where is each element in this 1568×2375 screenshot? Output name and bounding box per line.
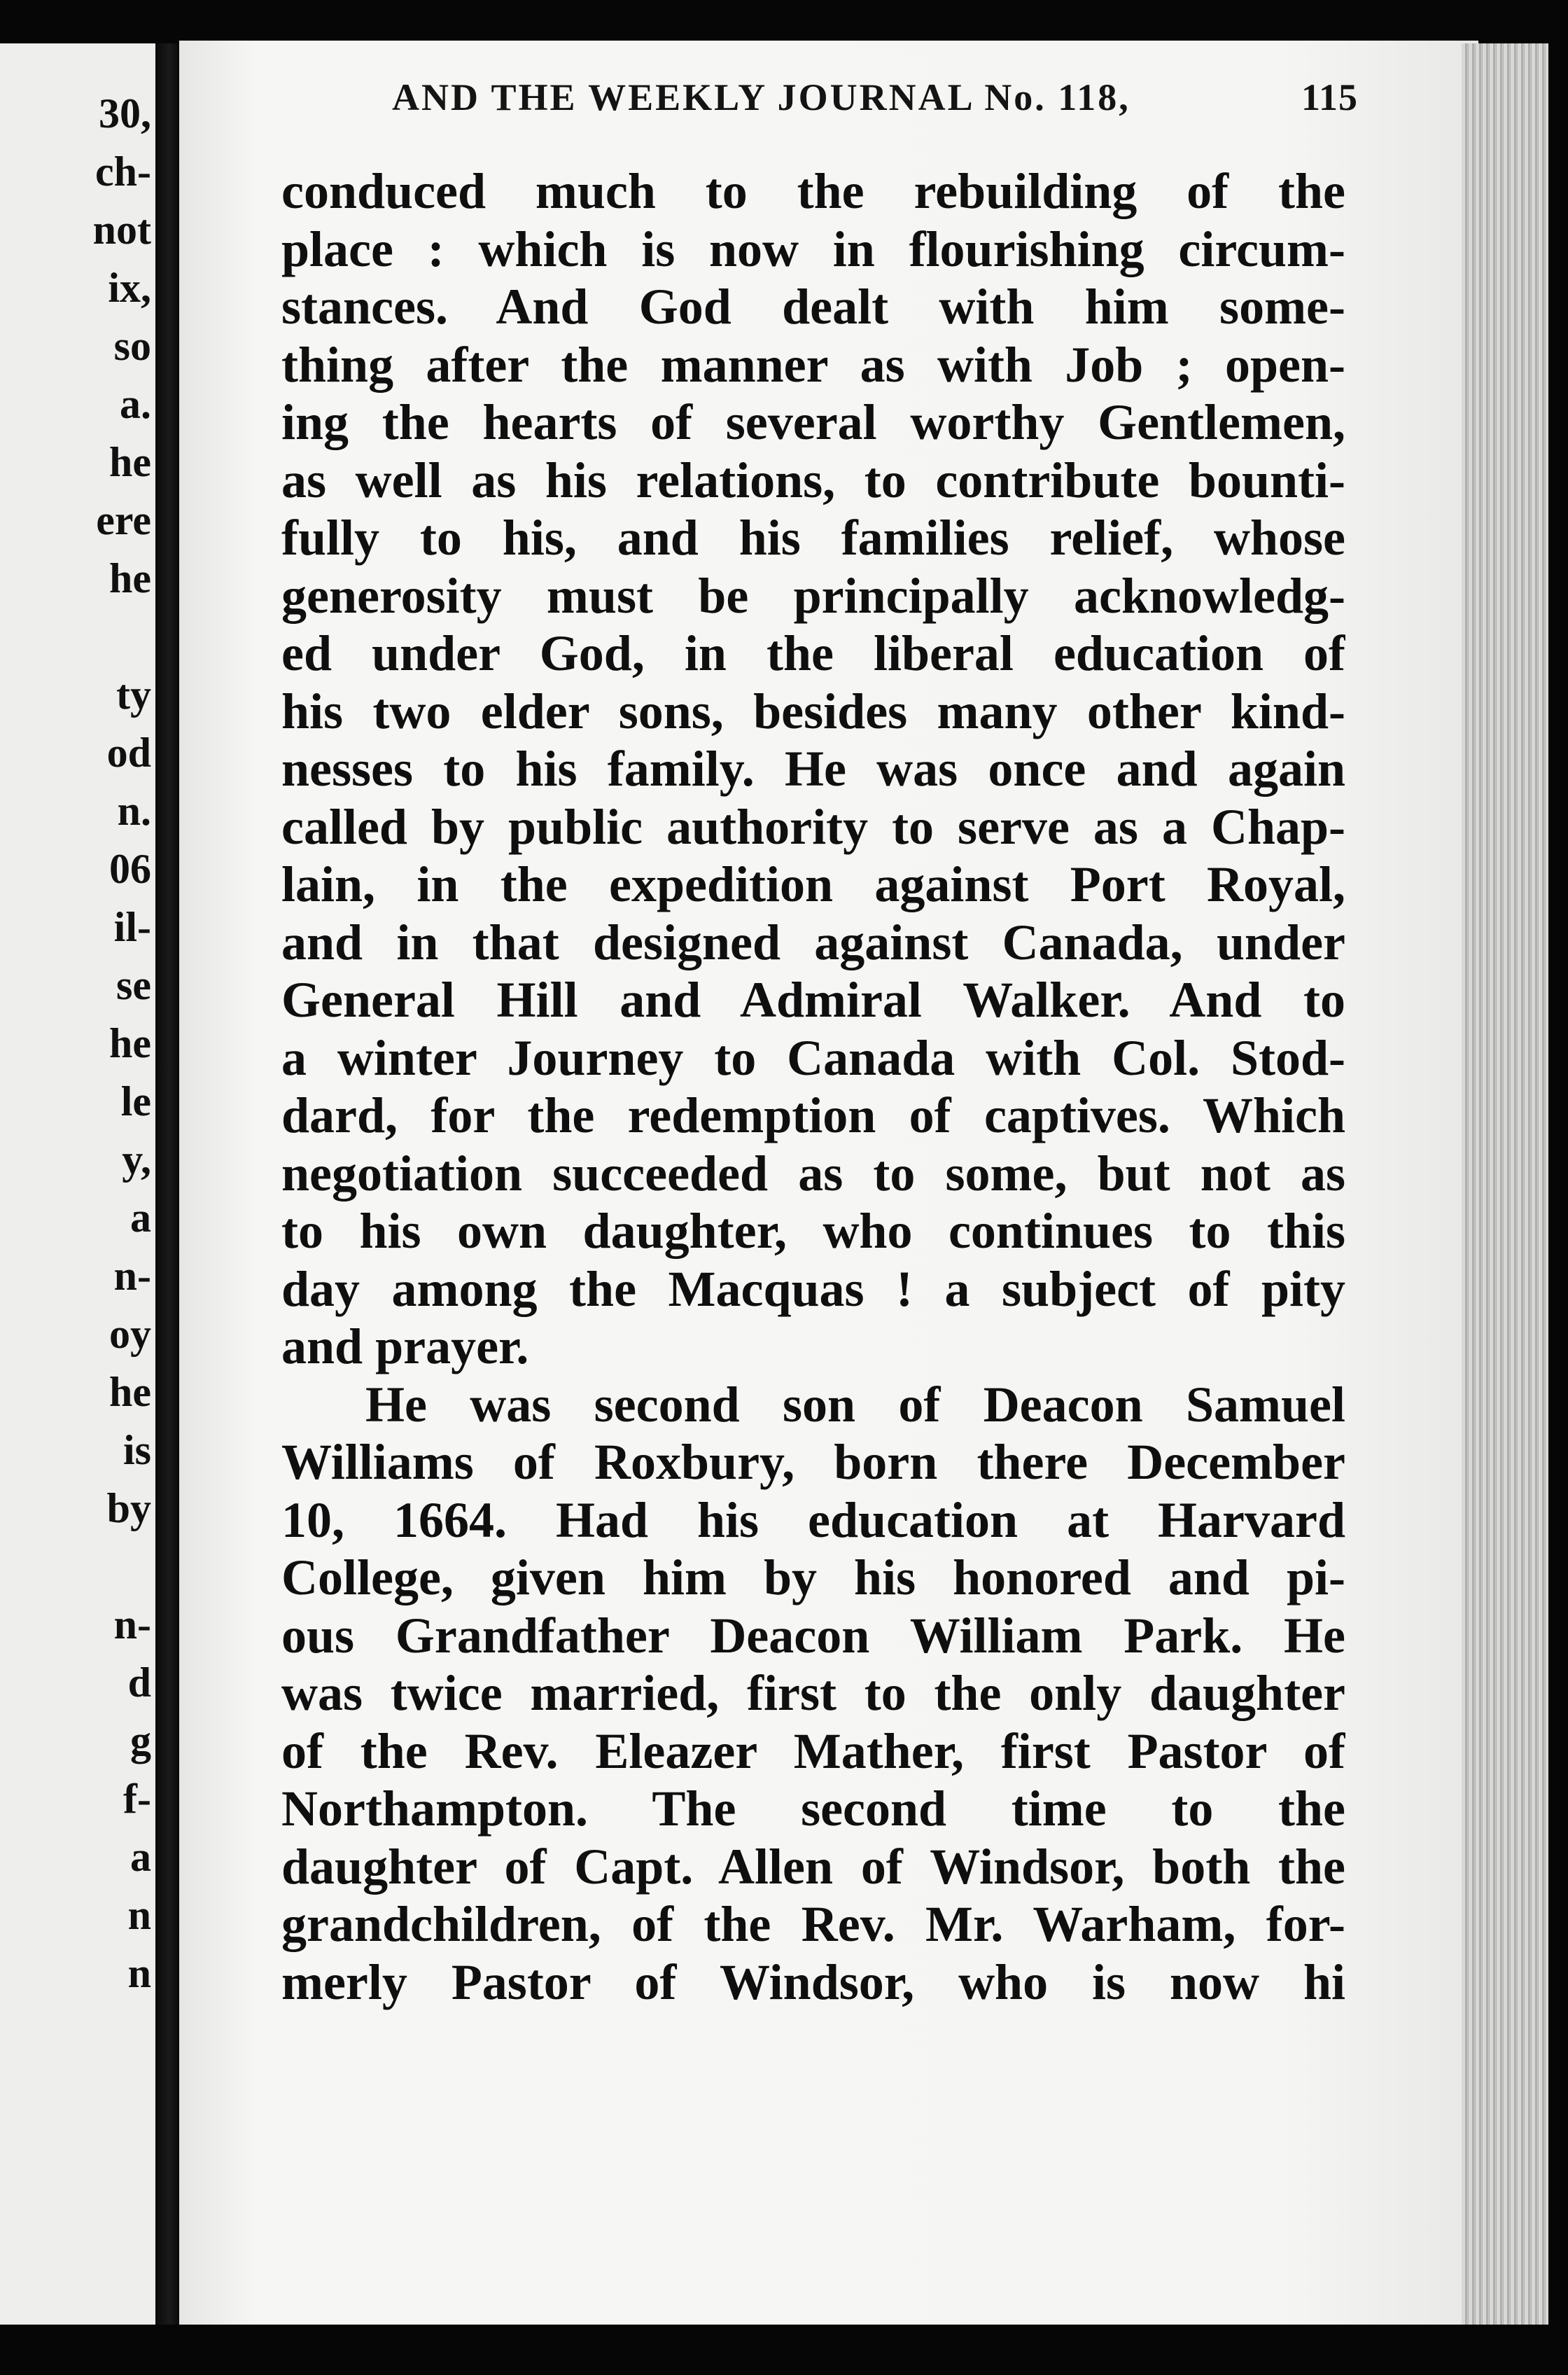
facing-page-fragment: he bbox=[109, 555, 151, 601]
text-line: generosity must be principally acknowledg- bbox=[281, 567, 1345, 624]
facing-page-fragment: he bbox=[109, 439, 151, 485]
text-line: of the Rev. Eleazer Mather, first Pastor of bbox=[281, 1722, 1345, 1779]
facing-page-fragment: ix, bbox=[108, 265, 151, 311]
text-line: his two elder sons, besides many other kind- bbox=[281, 683, 1345, 739]
facing-page-fragment: oy bbox=[109, 1311, 151, 1357]
text-line: a winter Journey to Canada with Col. Stod- bbox=[281, 1029, 1345, 1086]
facing-page-fragment: n- bbox=[113, 1601, 151, 1648]
text-line: thing after the manner as with Job ; open- bbox=[281, 336, 1345, 393]
facing-page-fragment: 30, bbox=[99, 90, 151, 137]
facing-page-fragment: so bbox=[113, 323, 151, 369]
facing-page-fragment: d bbox=[127, 1659, 151, 1706]
running-header bbox=[392, 76, 1358, 119]
text-line: to his own daughter, who continues to this bbox=[281, 1203, 1345, 1259]
text-line: ing the hearts of several worthy Gentlemen, bbox=[281, 394, 1345, 450]
text-line: He was second son of Deacon Samuel bbox=[365, 1376, 1345, 1433]
text-line: was twice married, first to the only daughter bbox=[281, 1665, 1345, 1721]
text-line: lain, in the expedition against Port Royal, bbox=[281, 856, 1345, 912]
running-title: AND THE WEEKLY JOURNAL No. 118, bbox=[392, 76, 1130, 118]
body-text bbox=[281, 162, 1345, 2011]
facing-page-left bbox=[0, 43, 158, 2325]
text-line: day among the Macquas ! a subject of pity bbox=[281, 1260, 1345, 1317]
text-line: merly Pastor of Windsor, who is now hi bbox=[281, 1953, 1345, 2010]
facing-page-fragment: n. bbox=[117, 788, 151, 834]
page-edge-stack bbox=[1462, 43, 1548, 2325]
text-line: College, given him by his honored and pi- bbox=[281, 1549, 1345, 1606]
book-gutter bbox=[155, 43, 179, 2325]
text-line: negotiation succeeded as to some, but not as bbox=[281, 1145, 1345, 1202]
text-line: ous Grandfather Deacon William Park. He bbox=[281, 1607, 1345, 1664]
facing-page-fragment: ere bbox=[96, 497, 151, 543]
text-line: grandchildren, of the Rev. Mr. Warham, for- bbox=[281, 1896, 1345, 1952]
page-number: 115 bbox=[1301, 76, 1358, 118]
text-line: and in that designed against Canada, under bbox=[281, 914, 1345, 970]
facing-page-fragment: g bbox=[130, 1718, 151, 1764]
text-line: Northampton. The second time to the bbox=[281, 1781, 1345, 1837]
facing-page-fragment: n- bbox=[113, 1253, 151, 1299]
facing-page-fragment: a. bbox=[120, 381, 151, 427]
text-line: conduced much to the rebuilding of the bbox=[281, 163, 1345, 219]
facing-page-fragment: ch- bbox=[95, 148, 151, 195]
paragraph-2 bbox=[281, 1376, 1345, 2012]
text-line: fully to his, and his families relief, whose bbox=[281, 510, 1345, 566]
text-line: Williams of Roxbury, born there December bbox=[281, 1434, 1345, 1490]
text-line: as well as his relations, to contribute bounti- bbox=[281, 452, 1345, 508]
facing-page-fragment: a bbox=[130, 1834, 151, 1880]
facing-page-fragment: not bbox=[92, 207, 151, 253]
text-line: dard, for the redemption of captives. Which bbox=[281, 1087, 1345, 1143]
facing-page-fragment: od bbox=[106, 730, 151, 776]
facing-page-fragment: n bbox=[127, 1950, 151, 1996]
text-line: place : which is now in flourishing circum- bbox=[281, 221, 1345, 277]
text-line: daughter of Capt. Allen of Windsor, both the bbox=[281, 1838, 1345, 1895]
text-line: called by public authority to serve as a Chap- bbox=[281, 798, 1345, 855]
facing-page-fragment: le bbox=[120, 1078, 151, 1124]
facing-page-fragment: he bbox=[109, 1020, 151, 1066]
text-line: and prayer. bbox=[281, 1318, 529, 1374]
facing-page-fragment: a bbox=[130, 1195, 151, 1241]
facing-page-fragment: f- bbox=[123, 1776, 151, 1822]
text-line: 10, 1664. Had his education at Harvard bbox=[281, 1491, 1345, 1548]
text-line: stances. And God dealt with him some- bbox=[281, 279, 1345, 335]
text-line: General Hill and Admiral Walker. And to bbox=[281, 972, 1345, 1028]
facing-page-fragment: n bbox=[127, 1892, 151, 1938]
text-line: ed under God, in the liberal education of bbox=[281, 625, 1345, 681]
facing-page-fragment: he bbox=[109, 1369, 151, 1415]
facing-page-fragment: se bbox=[116, 962, 151, 1008]
facing-page-fragment: is bbox=[122, 1427, 151, 1473]
paragraph-1 bbox=[281, 162, 1345, 1376]
facing-page-fragment: 06 bbox=[109, 846, 151, 892]
facing-page-fragment: ty bbox=[116, 671, 151, 718]
facing-page-fragment: by bbox=[106, 1485, 151, 1531]
text-line: nesses to his family. He was once and again bbox=[281, 741, 1345, 797]
facing-page-fragment: y, bbox=[122, 1136, 151, 1183]
facing-page-fragment: il- bbox=[113, 904, 151, 950]
